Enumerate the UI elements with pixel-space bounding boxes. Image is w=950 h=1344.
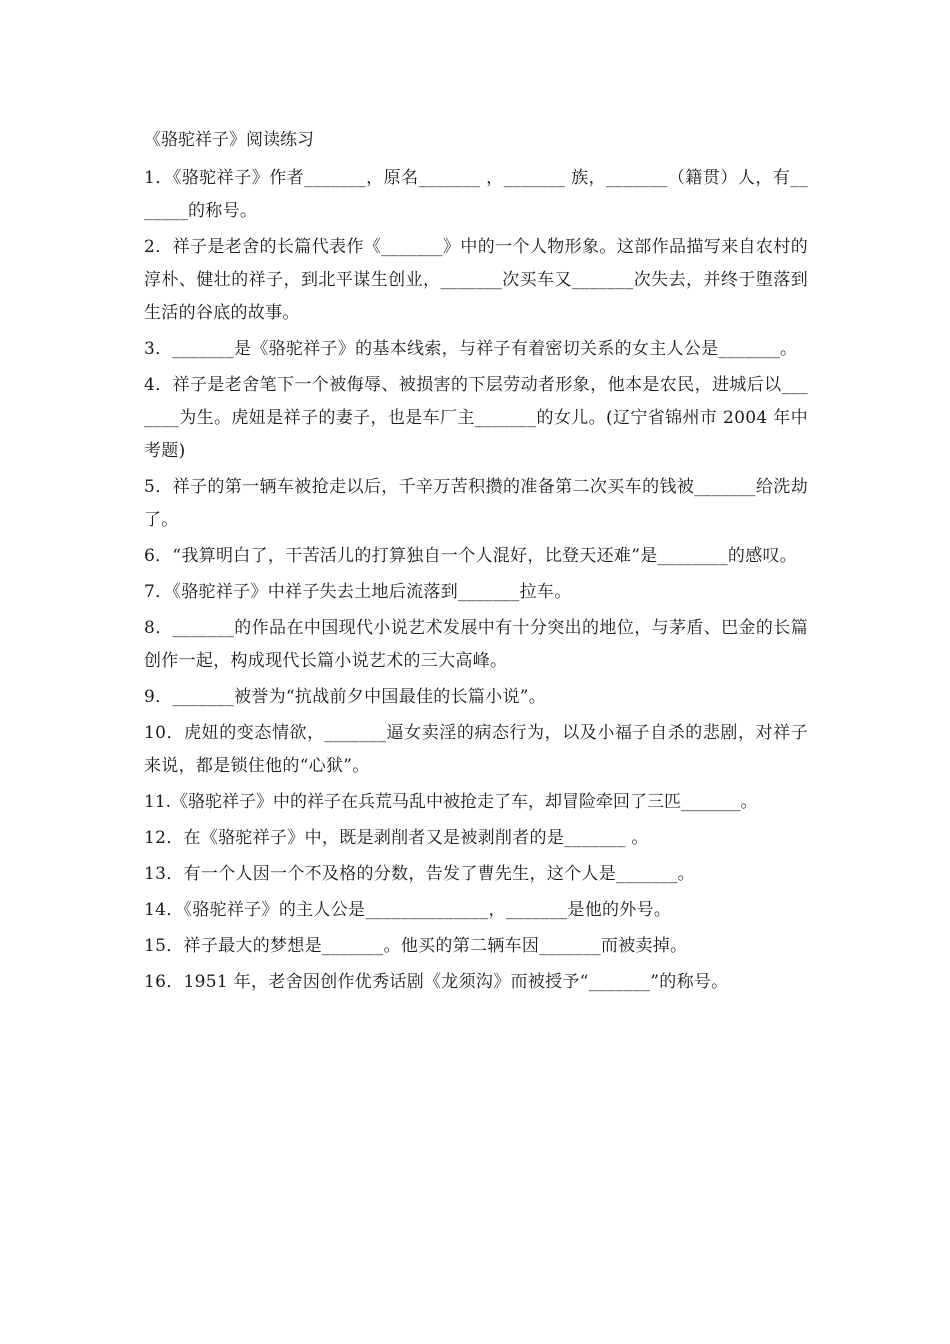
- question-13: 13．有一个人因一个不及格的分数，告发了曹先生，这个人是_______。: [144, 864, 695, 884]
- question-14: 14．《骆驼祥子》的主人公是______________，_______是他的外号。: [144, 900, 672, 920]
- question-12: 12．在《骆驼祥子》中，既是剥削者又是被剥削者的是_______ 。: [144, 828, 649, 848]
- question-9: 9．_______被誉为“抗战前夕中国最佳的长篇小说”。: [144, 687, 547, 707]
- question-8: 8．_______的作品在中国现代小说艺术发展中有十分突出的地位，与茅盾、巴金的长篇创作一起，构成现代长篇小说艺术的三大高峰。: [144, 618, 808, 671]
- question-7: 7．《骆驼祥子》中祥子失去土地后流落到_______拉车。: [144, 582, 572, 602]
- question-15: 15．祥子最大的梦想是_______。他买的第二辆车因_______而被卖掉。: [144, 936, 688, 956]
- document-body: [144, 126, 808, 1002]
- document-title: 《骆驼祥子》阅读练习: [144, 130, 314, 150]
- question-2: 2．祥子是老舍的长篇代表作《_______》中的一个人物形象。这部作品描写来自农村的淳朴、健壮的祥子，到北平谋生创业，_______次买车又_______次失去，并终于堕落到生活的谷底的故事。: [144, 237, 808, 323]
- question-11: 11.《骆驼祥子》中的祥子在兵荒马乱中被抢走了车，却冒险牵回了三匹_______。: [144, 792, 758, 812]
- question-10: 10．虎妞的变态情欲，_______逼女卖淫的病态行为，以及小福子自杀的悲剧，对祥子来说，都是锁住他的“心狱”。: [144, 723, 808, 776]
- question-16: 16．1951 年，老舍因创作优秀话剧《龙须沟》而被授予“_______”的称号。: [144, 972, 729, 992]
- question-5: 5．祥子的第一辆车被抢走以后，千辛万苦积攒的准备第二次买车的钱被_______给洗劫了。: [144, 477, 808, 530]
- question-4: 4．祥子是老舍笔下一个被侮辱、被损害的下层劳动者形象，他本是农民，进城后以_______为生。虎妞是祥子的妻子，也是车厂主_______的女儿。(辽宁省锦州市 2004 年中考题): [144, 375, 808, 461]
- question-1: 1．《骆驼祥子》作者_______，原名_______ ，_______ 族，_______（籍贯）人，有_______的称号。: [144, 168, 808, 221]
- question-6: 6．“我算明白了，干苦活儿的打算独自一个人混好，比登天还难”是________的感叹。: [144, 546, 798, 566]
- question-3: 3．_______是《骆驼祥子》的基本线索，与祥子有着密切关系的女主人公是_______。: [144, 339, 798, 359]
